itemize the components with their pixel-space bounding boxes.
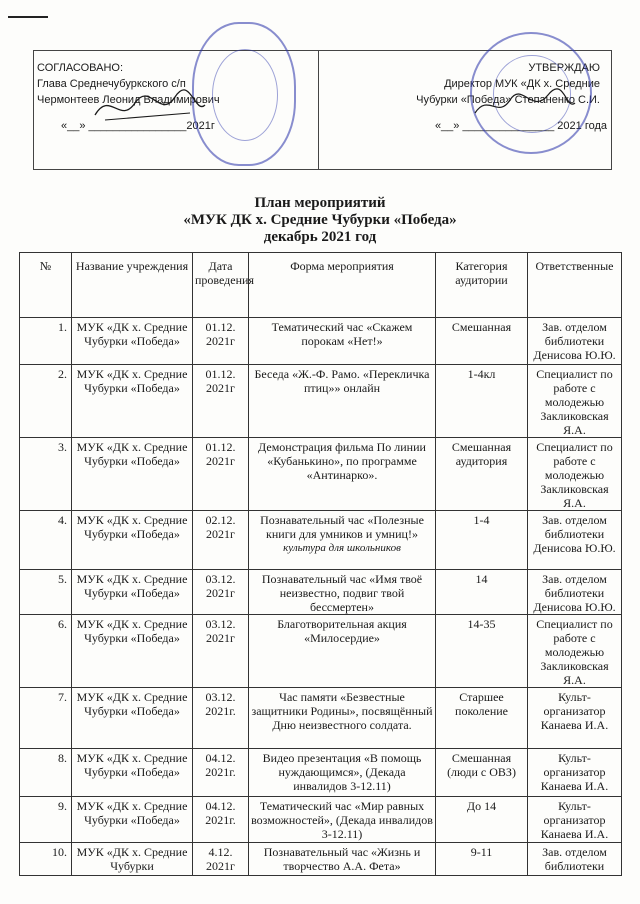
- cell-organization: [72, 365, 193, 438]
- cell-responsible-text: Зав. отделом библиотеки: [542, 845, 607, 873]
- cell-date: [193, 438, 249, 511]
- cell-event: [249, 318, 436, 365]
- cell-number: [20, 797, 72, 843]
- cell-number-text: 5.: [58, 572, 67, 586]
- cell-event-text: Беседа «Ж.-Ф. Рамо. «Перекличка птиц»» онлайн: [254, 367, 430, 395]
- cell-event-text: Благотворительная акция «Милосердие»: [277, 617, 407, 645]
- cell-number: [20, 615, 72, 688]
- cell-event-text: Познавательный час «Имя твоё неизвестно, подвиг твой бессмертен»: [261, 572, 423, 614]
- table-row: [20, 365, 622, 438]
- cell-organization-text: МУК «ДК х. Средние Чубурки «Победа»: [76, 440, 188, 468]
- cell-number: [20, 749, 72, 797]
- cell-organization-text: МУК «ДК х. Средние Чубурки «Победа»: [76, 320, 188, 348]
- table-row: [20, 615, 622, 688]
- cell-number: [20, 570, 72, 615]
- cell-date-text: 03.12. 2021г: [205, 572, 236, 600]
- cell-organization: [72, 570, 193, 615]
- table-row: [20, 843, 622, 876]
- signature-left: [90, 85, 210, 130]
- cell-number: [20, 365, 72, 438]
- cell-number-text: 7.: [58, 690, 67, 704]
- cell-responsible: [528, 797, 622, 843]
- cell-organization-text: МУК «ДК х. Средние Чубурки «Победа»: [76, 799, 188, 827]
- header-audience: Категория аудитории: [436, 253, 528, 318]
- cell-organization-text: МУК «ДК х. Средние Чубурки «Победа»: [76, 690, 188, 718]
- cell-date: [193, 843, 249, 876]
- cell-event-note: культура для школьников: [283, 542, 401, 554]
- cell-event-text: Видео презентация «В помощь нуждающимся», (Декада инвалидов 3-12.11): [262, 751, 422, 793]
- cell-event: [249, 365, 436, 438]
- table-row: [20, 797, 622, 843]
- cell-audience-text: 9-11: [470, 845, 493, 859]
- cell-date: [193, 318, 249, 365]
- cell-audience: [436, 438, 528, 511]
- cell-responsible-text: Культ-организатор Канаева И.А.: [540, 690, 609, 732]
- cell-audience: [436, 615, 528, 688]
- plan-title-line-3: декабрь 2021 год: [263, 229, 377, 245]
- cell-responsible-text: Зав. отделом библиотеки Денисова Ю.Ю.: [533, 513, 616, 555]
- cell-number: [20, 318, 72, 365]
- cell-number-text: 4.: [58, 513, 67, 527]
- cell-audience-text: Смешанная аудитория: [451, 440, 512, 468]
- cell-responsible-text: Специалист по работе с молодежью Закликовская Я.А.: [536, 440, 613, 510]
- table-row: [20, 688, 622, 749]
- cell-audience-text: Смешанная: [451, 320, 512, 334]
- cell-organization-text: МУК «ДК х. Средние Чубурки «Победа»: [76, 367, 188, 395]
- cell-organization-text: МУК «ДК х. Средние Чубурки: [76, 845, 188, 873]
- cell-responsible: [528, 438, 622, 511]
- cell-audience-text: 14: [475, 572, 488, 586]
- cell-organization-text: МУК «ДК х. Средние Чубурки «Победа»: [76, 617, 188, 645]
- cell-audience-text: Старшее поколение: [455, 690, 508, 718]
- approved-heading: УТВЕРЖДАЮ: [528, 62, 600, 74]
- cell-responsible: [528, 688, 622, 749]
- plan-title: [0, 195, 640, 246]
- cell-date-text: 04.12. 2021г.: [205, 799, 236, 827]
- cell-date: [193, 570, 249, 615]
- cell-audience: [436, 365, 528, 438]
- cell-number: [20, 843, 72, 876]
- events-table: [19, 252, 622, 876]
- cell-audience-text: До 14: [466, 799, 497, 813]
- cell-audience-text: Смешанная (люди с ОВЗ): [447, 751, 516, 779]
- cell-date-text: 04.12. 2021г.: [205, 751, 236, 779]
- cell-date: [193, 511, 249, 570]
- cell-responsible-text: Культ-организатор Канаева И.А.: [540, 751, 609, 793]
- cell-event: [249, 570, 436, 615]
- approved-position: Директор МУК «ДК х. Средние: [444, 78, 600, 90]
- cell-responsible: [528, 615, 622, 688]
- cell-event: [249, 688, 436, 749]
- cell-event: [249, 749, 436, 797]
- cell-number-text: 9.: [58, 799, 67, 813]
- cell-event: [249, 797, 436, 843]
- approved-date: «__» _______________ 2021 года: [434, 120, 607, 132]
- cell-date-text: 02.12. 2021г: [205, 513, 236, 541]
- agreed-name: Чермонтеев Леонид Владимирович: [37, 94, 220, 106]
- cell-responsible: [528, 843, 622, 876]
- cell-event-text: Демонстрация фильма По линии «Кубанькино», по программе «Антинарко».: [258, 440, 426, 482]
- cell-audience: [436, 318, 528, 365]
- cell-event-text: Познавательный час «Полезные книги для умников и умниц!»: [260, 513, 424, 541]
- table-row: [20, 511, 622, 570]
- cell-number-text: 6.: [58, 617, 67, 631]
- table-row: [20, 749, 622, 797]
- cell-event-text: Тематический час «Мир равных возможностей», (Декада инвалидов 3-12.11): [251, 799, 433, 841]
- cell-organization: [72, 797, 193, 843]
- table-row: [20, 438, 622, 511]
- cell-event-text: Познавательный час «Жизнь и творчество А.А. Фета»: [263, 845, 421, 873]
- cell-number: [20, 688, 72, 749]
- cell-audience: [436, 688, 528, 749]
- cell-audience: [436, 570, 528, 615]
- cell-number-text: 10.: [52, 845, 67, 859]
- signature-right: [470, 85, 580, 125]
- cell-organization: [72, 511, 193, 570]
- cell-date: [193, 688, 249, 749]
- cell-date-text: 03.12. 2021г.: [205, 690, 236, 718]
- cell-event-text: Час памяти «Безвестные защитники Родины», посвящённый Дню неизвестного солдата.: [251, 690, 433, 732]
- cell-organization: [72, 843, 193, 876]
- cell-audience: [436, 511, 528, 570]
- cell-number: [20, 438, 72, 511]
- plan-title-line-2: «МУК ДК х. Средние Чубурки «Победа»: [183, 212, 457, 228]
- table-row: [20, 318, 622, 365]
- cell-date-text: 03.12. 2021г: [205, 617, 236, 645]
- cell-event: [249, 843, 436, 876]
- cell-audience: [436, 749, 528, 797]
- cell-date-text: 01.12. 2021г: [205, 320, 236, 348]
- cell-date: [193, 365, 249, 438]
- cell-date-text: 4.12. 2021г: [206, 845, 235, 873]
- cell-organization-text: МУК «ДК х. Средние Чубурки «Победа»: [76, 572, 188, 600]
- cell-date: [193, 615, 249, 688]
- cell-event: [249, 438, 436, 511]
- cell-organization: [72, 615, 193, 688]
- cell-organization: [72, 438, 193, 511]
- header-date: Дата проведения: [193, 253, 249, 318]
- cell-responsible: [528, 511, 622, 570]
- cell-responsible: [528, 570, 622, 615]
- header-number: №: [20, 253, 72, 318]
- cell-responsible-text: Зав. отделом библиотеки Денисова Ю.Ю.: [533, 572, 616, 614]
- header-organization: Название учреждения: [72, 253, 193, 318]
- cell-responsible: [528, 749, 622, 797]
- cell-responsible: [528, 365, 622, 438]
- corner-dash-mark: [8, 16, 48, 18]
- cell-number-text: 3.: [58, 440, 67, 454]
- cell-date-text: 01.12. 2021г: [205, 440, 236, 468]
- cell-organization-text: МУК «ДК х. Средние Чубурки «Победа»: [76, 751, 188, 779]
- cell-responsible-text: Специалист по работе с молодежью Закликовская Я.А.: [536, 617, 613, 687]
- cell-audience: [436, 843, 528, 876]
- cell-number-text: 8.: [58, 751, 67, 765]
- cell-organization: [72, 749, 193, 797]
- cell-responsible: [528, 318, 622, 365]
- cell-organization: [72, 318, 193, 365]
- cell-organization-text: МУК «ДК х. Средние Чубурки «Победа»: [76, 513, 188, 541]
- cell-responsible-text: Специалист по работе с молодежью Закликовская Я.А.: [536, 367, 613, 437]
- cell-responsible-text: Зав. отделом библиотеки Денисова Ю.Ю.: [533, 320, 616, 362]
- cell-date: [193, 749, 249, 797]
- header-responsible: Ответственные: [528, 253, 622, 318]
- cell-date-text: 01.12. 2021г: [205, 367, 236, 395]
- cell-audience-text: 1-4: [473, 513, 490, 527]
- approved-name: Чубурки «Победа» Степаненко С.И.: [416, 94, 600, 106]
- cell-number-text: 1.: [58, 320, 67, 334]
- cell-number: [20, 511, 72, 570]
- cell-event: [249, 615, 436, 688]
- plan-title-line-1: План мероприятий: [254, 195, 386, 211]
- cell-organization: [72, 688, 193, 749]
- agreed-position: Глава Среднечубуркского с/п: [37, 78, 186, 90]
- agreed-heading: СОГЛАСОВАНО:: [37, 62, 124, 74]
- cell-date: [193, 797, 249, 843]
- agreed-date: «__» ________________2021г: [61, 120, 215, 132]
- cell-number-text: 2.: [58, 367, 67, 381]
- cell-event-text: Тематический час «Скажем порокам «Нет!»: [271, 320, 413, 348]
- cell-audience-text: 14-35: [467, 617, 496, 631]
- cell-event: [249, 511, 436, 570]
- table-row: [20, 570, 622, 615]
- table-header-row: [20, 253, 622, 318]
- cell-audience: [436, 797, 528, 843]
- cell-audience-text: 1-4кл: [467, 367, 496, 381]
- cell-responsible-text: Культ-организатор Канаева И.А.: [540, 799, 609, 841]
- header-event-form: Форма мероприятия: [249, 253, 436, 318]
